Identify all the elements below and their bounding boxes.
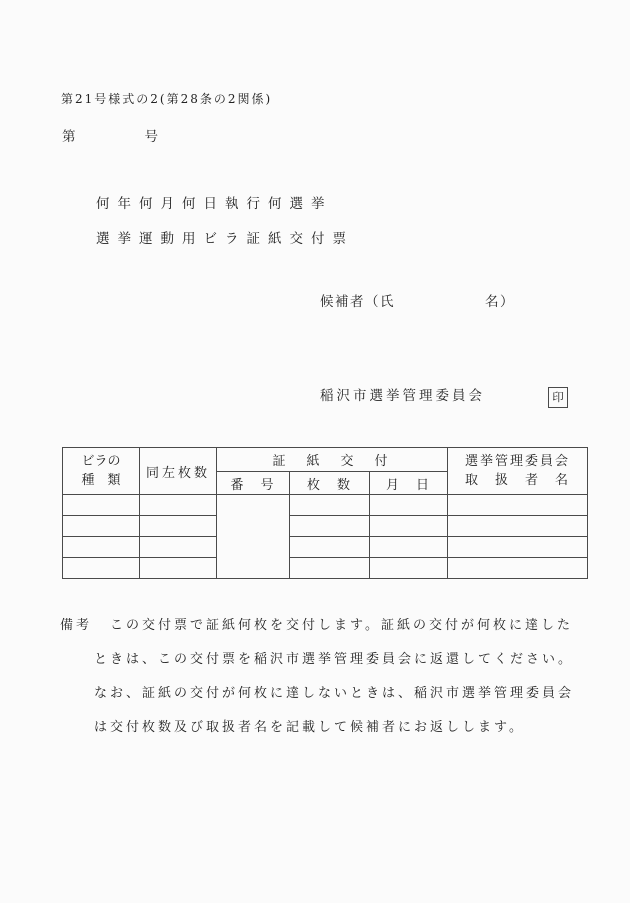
cell-same-as-left <box>140 495 217 516</box>
cell-same-as-left <box>140 558 217 579</box>
cell-date <box>370 495 448 516</box>
cell-handler <box>448 516 588 537</box>
cell-handler <box>448 537 588 558</box>
election-title: 何年何月何日執行何選挙 <box>96 196 333 212</box>
stamp-issue-table <box>62 447 588 579</box>
table-row <box>63 558 588 579</box>
cell-date <box>370 558 448 579</box>
cell-leaflet-type <box>63 495 140 516</box>
col-header-sheets: 枚 数 <box>290 472 370 495</box>
form-code: 第21号様式の2(第28条の2関係) <box>61 92 273 106</box>
col-header-committee-line2: 取 扱 者 名 <box>465 473 571 488</box>
col-header-date: 月 日 <box>370 472 448 495</box>
col-header-committee-line1: 選挙管理委員会 <box>465 454 571 469</box>
table-row <box>63 537 588 558</box>
cell-sheets <box>290 537 370 558</box>
col-header-committee-handler <box>448 448 588 495</box>
col-header-leaflet-type <box>63 448 140 495</box>
cell-leaflet-type <box>63 537 140 558</box>
page-title: 選挙運動用ビラ証紙交付票 <box>96 231 354 247</box>
col-header-stamp-issue-group: 証 紙 交 付 <box>217 448 448 472</box>
cell-date <box>370 516 448 537</box>
remarks-line-1: この交付票で証紙何枚を交付します。証紙の交付が何枚に達した <box>110 618 573 633</box>
cell-handler <box>448 495 588 516</box>
cell-handler <box>448 558 588 579</box>
remarks-line-2: ときは、この交付票を稲沢市選挙管理委員会に返還してください。 <box>94 652 575 667</box>
cell-sheets <box>290 495 370 516</box>
document-number-line: 第 号 <box>62 129 161 145</box>
seal-label: 印 <box>552 389 564 404</box>
col-header-number: 番 号 <box>217 472 290 495</box>
candidate-name-line: 候補者（氏 名） <box>320 294 515 310</box>
cell-sheets <box>290 558 370 579</box>
cell-same-as-left <box>140 537 217 558</box>
cell-leaflet-type <box>63 516 140 537</box>
col-header-leaflet-type-line1: ビラの <box>81 454 121 469</box>
cell-leaflet-type <box>63 558 140 579</box>
cell-sheets <box>290 516 370 537</box>
committee-name: 稲沢市選挙管理委員会 <box>320 388 485 404</box>
col-header-leaflet-type-line2: 種 類 <box>81 473 121 488</box>
remarks-line-3: なお、証紙の交付が何枚に達しないときは、稲沢市選挙管理委員会 <box>94 686 575 701</box>
cell-number-merged <box>217 495 290 579</box>
remarks-line-4: は交付枚数及び取扱者名を記載して候補者にお返しします。 <box>94 720 525 735</box>
cell-date <box>370 537 448 558</box>
col-header-same-as-left: 同左枚数 <box>140 448 217 495</box>
cell-same-as-left <box>140 516 217 537</box>
seal-box <box>548 387 568 408</box>
table-row <box>63 516 588 537</box>
remarks-label: 備考 <box>60 618 93 633</box>
table-row <box>63 495 588 516</box>
